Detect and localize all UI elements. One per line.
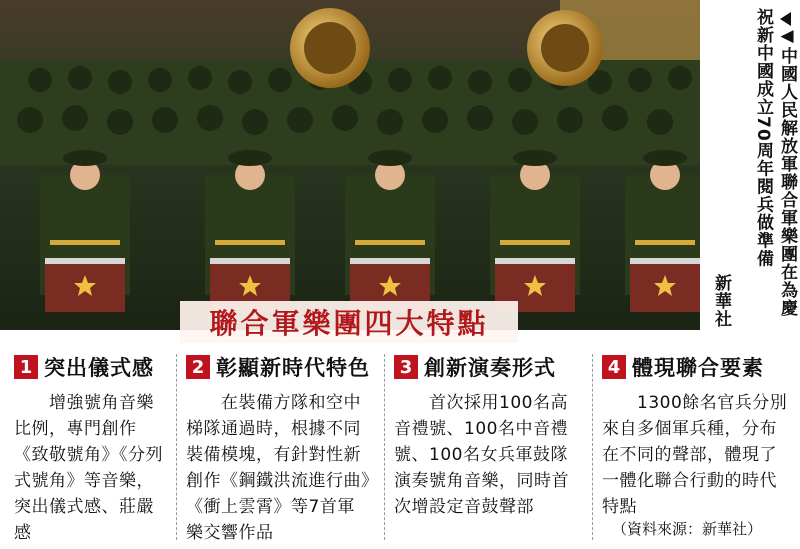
column-divider	[176, 354, 178, 540]
title-banner	[180, 301, 518, 343]
feature-heading-text: 彰顯新時代特色	[216, 356, 370, 380]
feature-number-badge: 3	[394, 355, 418, 379]
feature-heading-2	[186, 352, 376, 382]
source-note: （資料來源：新華社）	[612, 520, 763, 538]
feature-number-badge: 1	[14, 355, 38, 379]
feature-heading-text: 體現聯合要素	[632, 356, 764, 380]
feature-column-4	[602, 352, 792, 542]
feature-body: 增強號角音樂比例，專門創作《致敬號角》《分列式號角》等音樂，突出儀式感、莊嚴感	[14, 393, 163, 543]
column-divider	[384, 354, 386, 540]
feature-body: 在裝備方隊和空中梯隊通過時，根據不同裝備模塊，有針對性新創作《鋼鐵洪流進行曲》《衝上雲霄》等7首軍樂交響作品	[186, 393, 370, 543]
photo-caption	[706, 8, 800, 338]
column-divider	[592, 354, 594, 540]
caption-line-2: 祝新中國成立70周年閱兵做準備	[753, 8, 773, 268]
feature-column-2	[186, 352, 376, 542]
feature-heading-3	[394, 352, 584, 382]
feature-heading-4	[602, 352, 792, 382]
feature-body: 1300餘名官兵分別來自多個軍兵種，分布在不同的聲部，體現了一體化聯合行動的時代特點	[602, 393, 788, 517]
caption-pointer-icon	[780, 12, 791, 26]
feature-number-badge: 2	[186, 355, 210, 379]
caption-credit: 新華社	[711, 274, 731, 328]
feature-body: 首次採用100名高音禮號、100名中音禮號、100名女兵軍鼓隊演奏號角音樂，同時首次增設定音鼓聲部	[394, 393, 569, 517]
feature-heading-text: 創新演奏形式	[424, 356, 556, 380]
banner-title: 聯合軍樂團四大特點	[209, 307, 489, 340]
feature-heading-text: 突出儀式感	[44, 356, 154, 380]
feature-column-3	[394, 352, 584, 542]
caption-line-1: ◀中國人民解放軍聯合軍樂團在為慶	[777, 26, 797, 317]
feature-number-badge: 4	[602, 355, 626, 379]
